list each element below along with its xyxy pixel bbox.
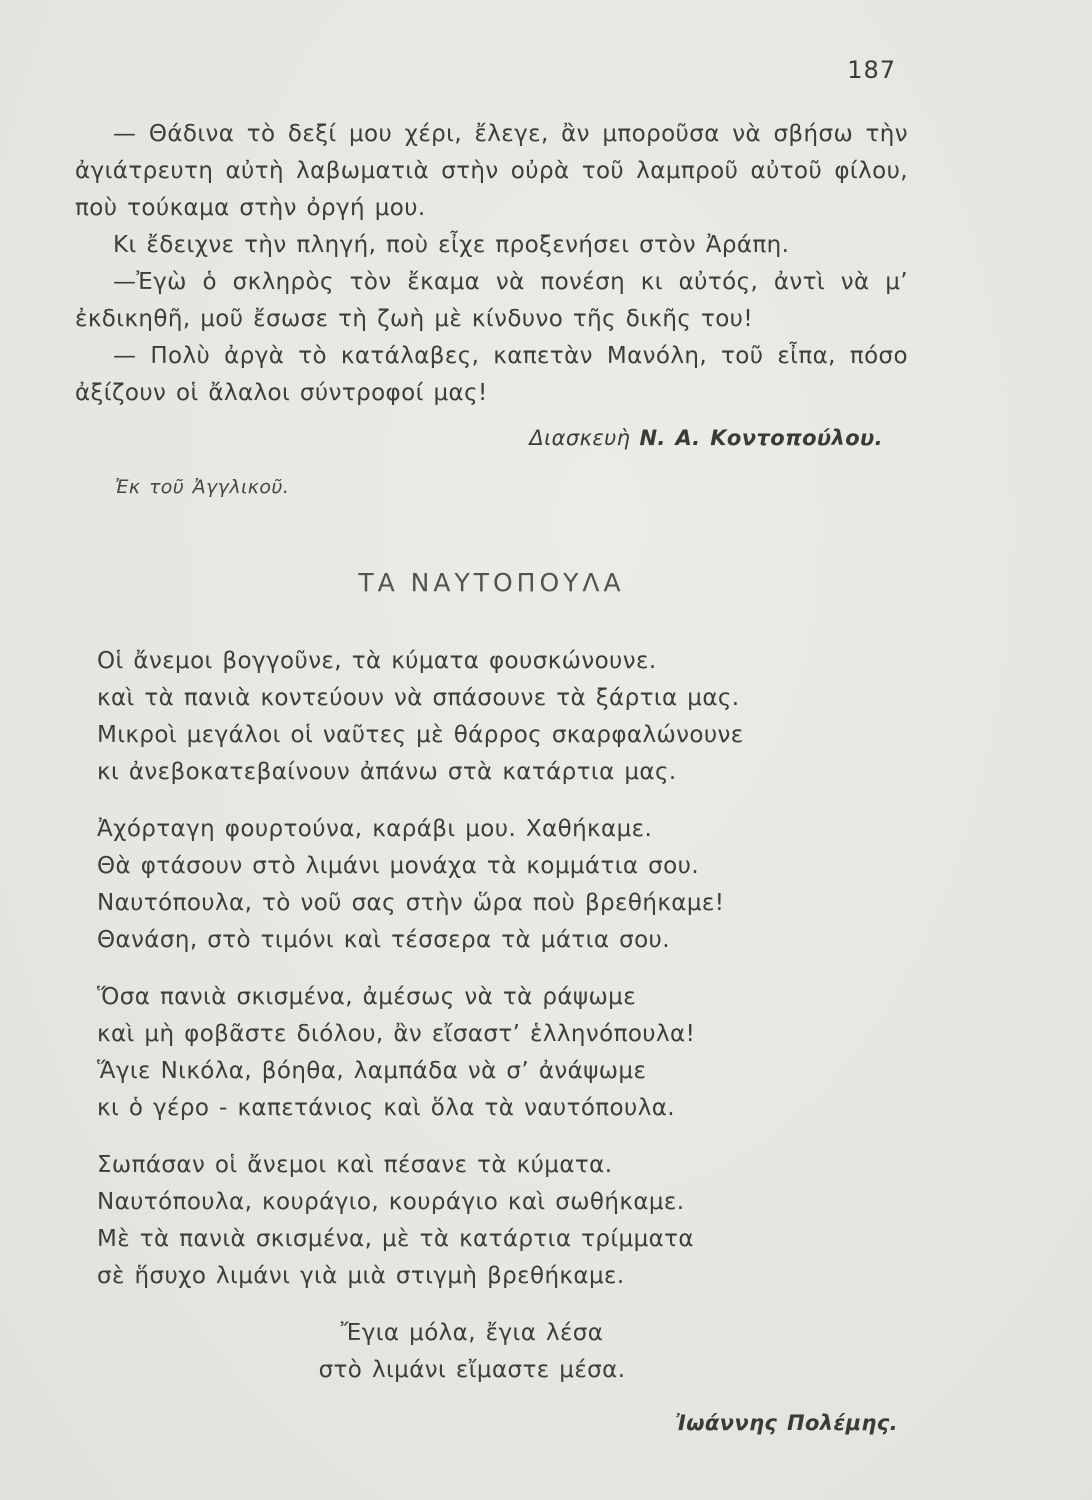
poem-line: κι ὁ γέρο - καπετάνιος καὶ ὅλα τὰ ναυτόπουλα.	[97, 1095, 676, 1121]
poem-line: Μικροὶ μεγάλοι οἱ ναῦτες μὲ θάρρος σκαρφαλώνουνε	[97, 722, 744, 748]
poem-stanza-1	[97, 643, 908, 791]
refrain-line: Ἔγια μόλα, ἔγια λέσα	[340, 1320, 604, 1346]
poem-refrain	[97, 1315, 847, 1389]
poem-line: κι ἀνεβοκατεβαίνουν ἀπάνω στὰ κατάρτια μας.	[97, 759, 677, 785]
prose-paragraph-4: — Πολὺ ἀργὰ τὸ κατάλαβες, καπετὰν Μανόλη, τοῦ εἶπα, πόσο ἀξίζουν οἱ ἄλαλοι σύντροφοί μας!	[75, 343, 908, 406]
page-number: 187	[847, 56, 896, 84]
attribution-name: Ν. Α. Κοντοπούλου.	[639, 426, 883, 450]
prose-section	[75, 116, 908, 506]
poem-line: καὶ μὴ φοβᾶστε διόλου, ἂν εἴσαστ’ ἑλληνόπουλα!	[97, 1021, 696, 1047]
poem-line: σὲ ἥσυχο λιμάνι γιὰ μιὰ στιγμὴ βρεθήκαμε.	[97, 1263, 625, 1289]
prose-paragraph-3: —Ἐγὼ ὁ σκληρὸς τὸν ἔκαμα νὰ πονέση κι αὐτός, ἀντὶ νὰ μ’ ἐκδικηθῆ, μοῦ ἔσωσε τὴ ζωὴ μὲ κίνδυνο τῆς δικῆς του!	[75, 269, 908, 332]
poem-line: Ἀχόρταγη φουρτούνα, καράβι μου. Χαθήκαμε.	[97, 816, 653, 842]
poem-line: Ὅσα πανιὰ σκισμένα, ἀμέσως νὰ τὰ ράψωμε	[97, 984, 637, 1010]
poem-line: καὶ τὰ πανιὰ κοντεύουν νὰ σπάσουνε τὰ ξάρτια μας.	[97, 685, 740, 711]
prose-paragraph-1: — Θάδινα τὸ δεξί μου χέρι, ἔλεγε, ἂν μποροῦσα νὰ σβήσω τὴν ἀγιάτρευτη αὐτὴ λαβωματιὰ στὴν οὐρὰ τοῦ λαμπροῦ αὐτοῦ φίλου, ποὺ τούκαμα στὴν ὀργή μου.	[75, 121, 908, 221]
adaptation-attribution	[75, 420, 883, 457]
poem	[97, 643, 908, 1442]
poem-title: ΤΑ ΝΑΥΤΟΠΟΥΛΑ	[358, 568, 625, 597]
refrain-line: στὸ λιμάνι εἴμαστε μέσα.	[318, 1357, 626, 1383]
poem-line: Ναυτόπουλα, τὸ νοῦ σας στὴν ὥρα ποὺ βρεθήκαμε!	[97, 890, 725, 916]
poem-line: Σωπάσαν οἱ ἄνεμοι καὶ πέσανε τὰ κύματα.	[97, 1152, 613, 1178]
poem-stanza-3	[97, 979, 908, 1127]
attribution-prefix: Διασκευὴ	[529, 426, 640, 450]
poem-line: Θανάση, στὸ τιμόνι καὶ τέσσερα τὰ μάτια σου.	[97, 927, 670, 953]
poem-stanza-4	[97, 1147, 908, 1295]
poem-line: Ἅγιε Νικόλα, βόηθα, λαμπάδα νὰ σ’ ἀνάψωμε	[97, 1058, 647, 1084]
poem-stanza-2	[97, 811, 908, 959]
source-note: Ἐκ τοῦ Ἀγγλικοῦ.	[115, 476, 290, 498]
poem-line: Μὲ τὰ πανιὰ σκισμένα, μὲ τὰ κατάρτια τρίμματα	[97, 1226, 694, 1252]
poem-line: Θὰ φτάσουν στὸ λιμάνι μονάχα τὰ κομμάτια σου.	[97, 853, 700, 879]
poem-author: Ἰωάννης Πολέμης.	[675, 1411, 898, 1435]
poem-line: Οἱ ἄνεμοι βογγοῦνε, τὰ κύματα φουσκώνουνε.	[97, 648, 657, 674]
poem-line: Ναυτόπουλα, κουράγιο, κουράγιο καὶ σωθήκαμε.	[97, 1189, 685, 1215]
prose-paragraph-2: Κι ἔδειχνε τὴν πληγή, ποὺ εἶχε προξενήσει στὸν Ἀράπη.	[113, 232, 790, 258]
